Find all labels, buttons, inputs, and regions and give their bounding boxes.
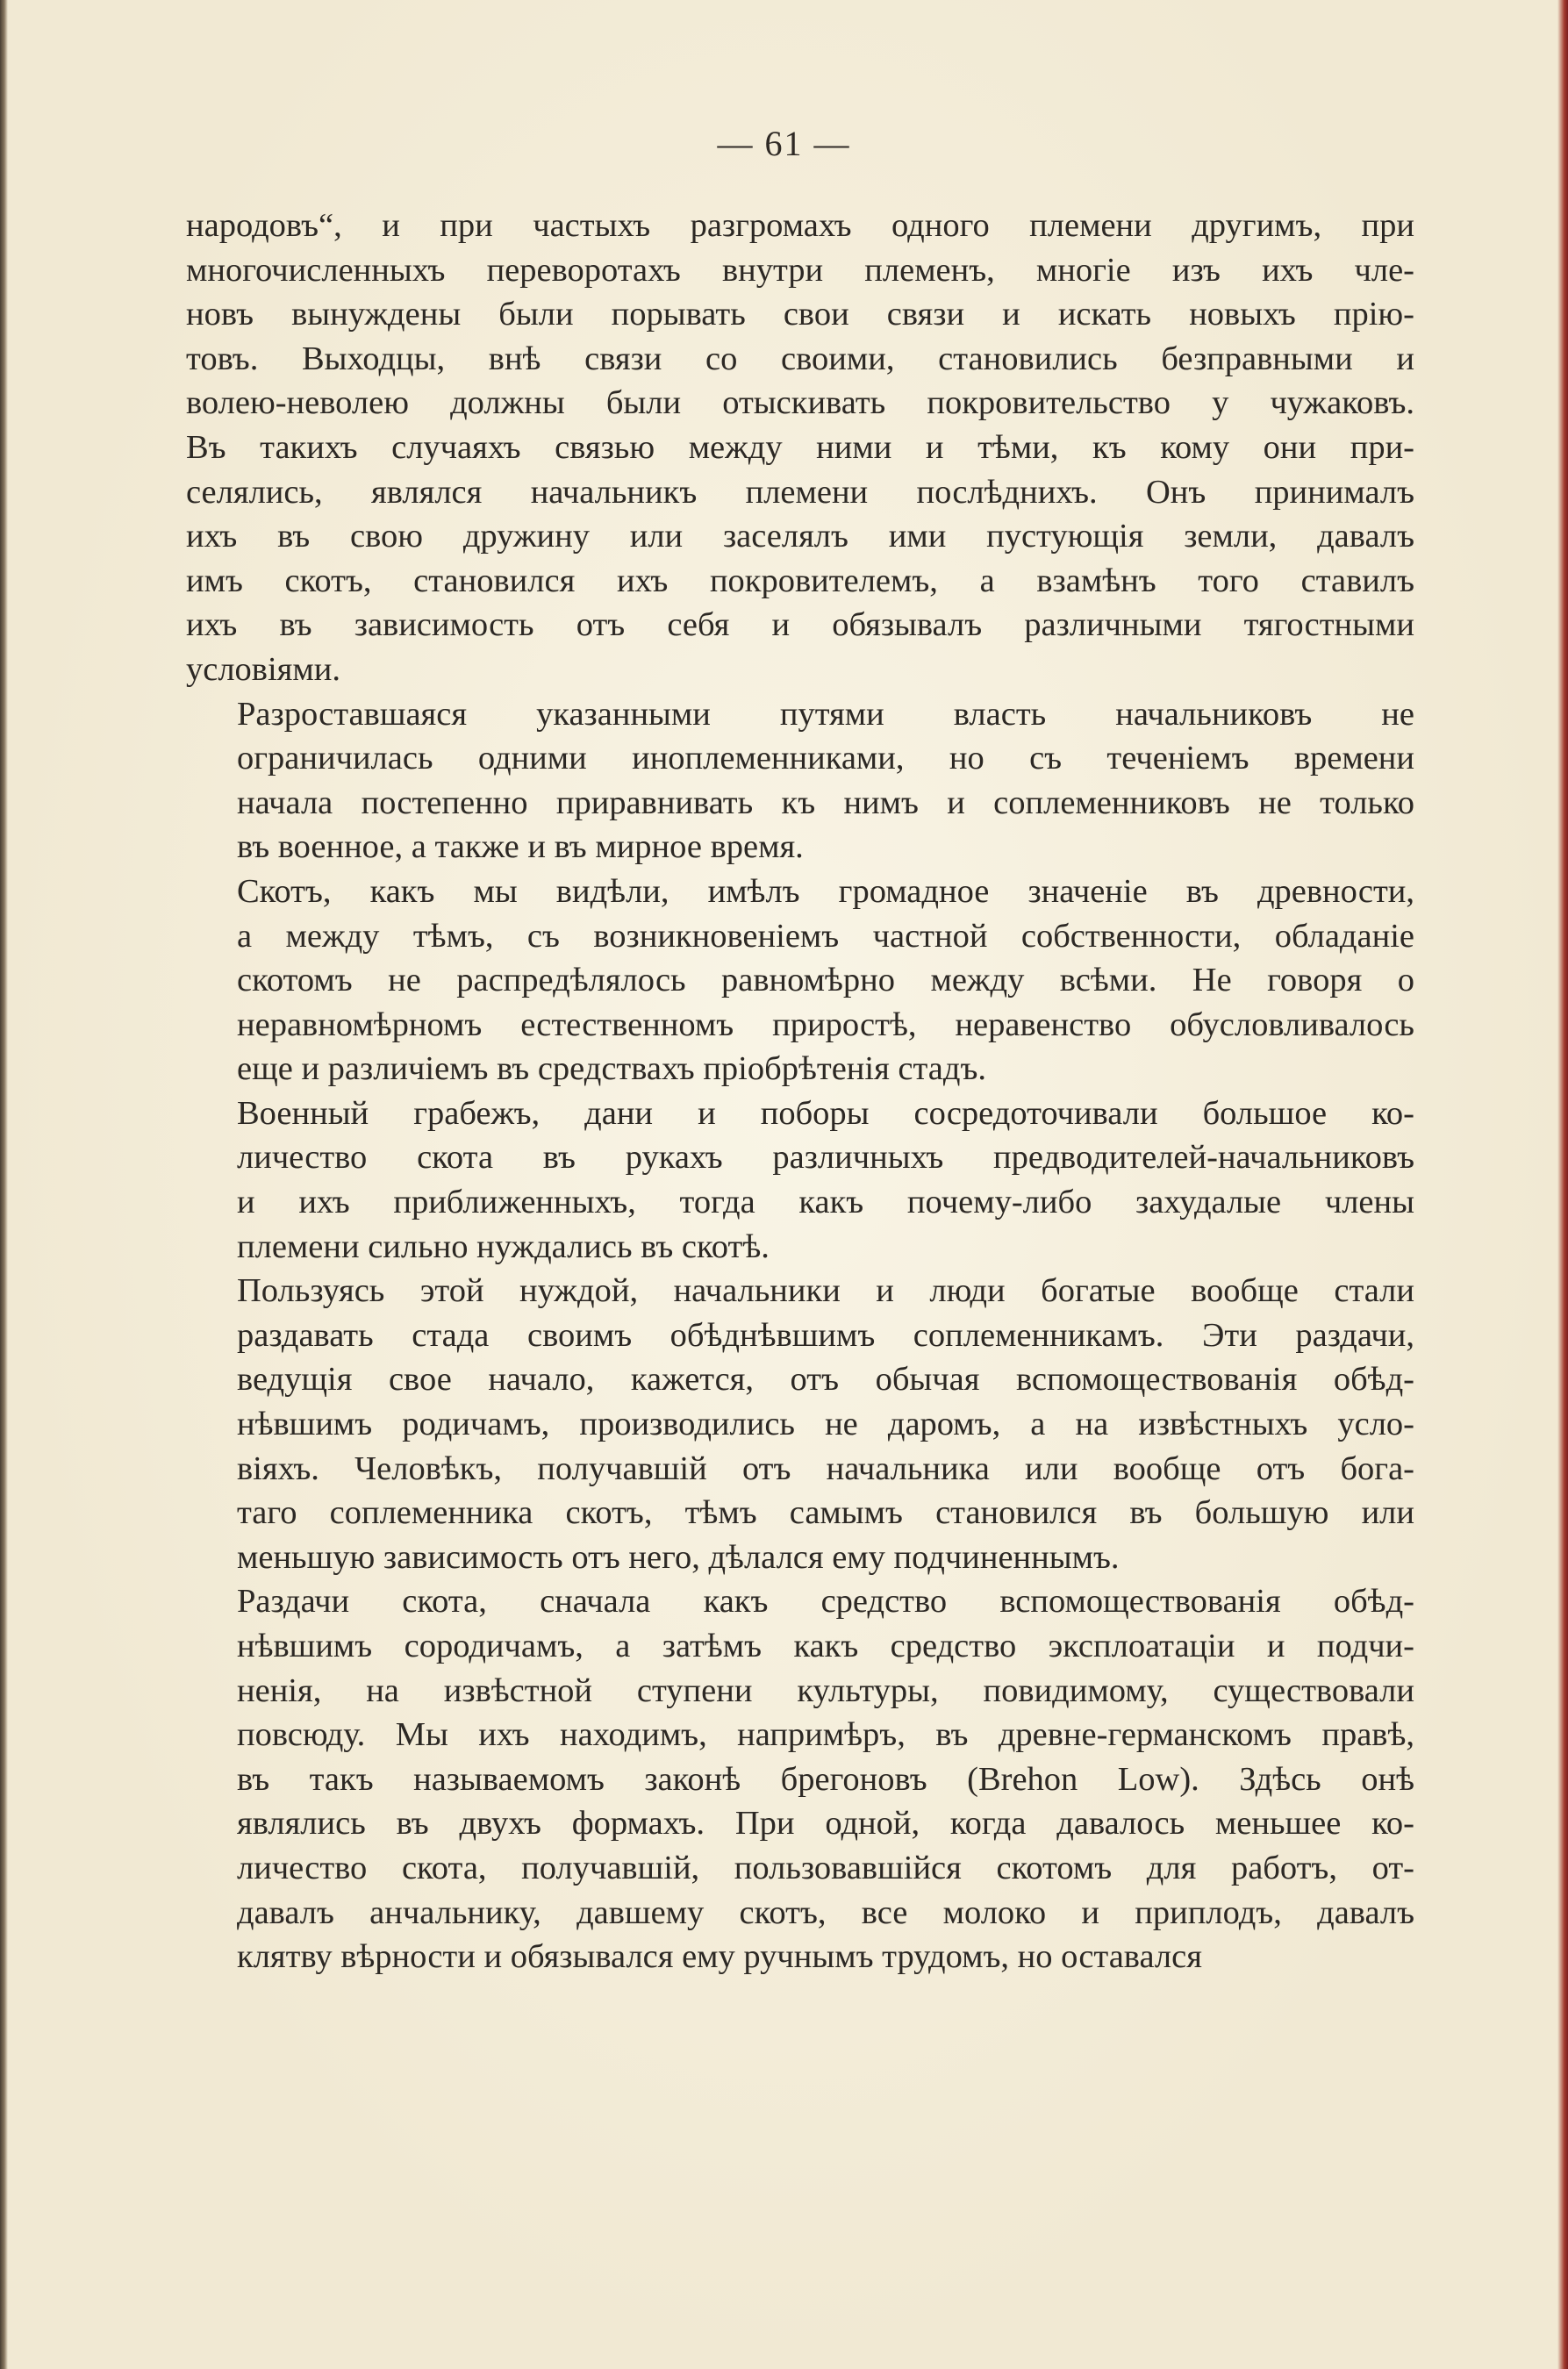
text-line: віяхъ. Человѣкъ, получавшій отъ начальника или вообще отъ бога- — [237, 1449, 1414, 1487]
text-line: ихъ въ зависимость отъ себя и обязывалъ различными тягостными — [186, 606, 1414, 644]
text-line: личество скота, получавшій, пользовавшійся скотомъ для работъ, от- — [237, 1849, 1414, 1886]
text-line: нѣвшимъ сородичамъ, а затѣмъ какъ средство эксплоатаціи и подчи- — [237, 1628, 1414, 1664]
text-line: имъ скотъ, становился ихъ покровителемъ, а взамѣнъ того ставилъ — [186, 562, 1414, 599]
text-line: клятву вѣрности и обязывался ему ручнымъ трудомъ, но оставался — [237, 1938, 1202, 1976]
text-line: давалъ анчальнику, давшему скотъ, все молоко и приплодъ, давалъ — [237, 1893, 1414, 1931]
text-line: Военный грабежъ, дани и поборы сосредоточивали большое ко- — [237, 1094, 1414, 1132]
text-line: а между тѣмъ, съ возникновеніемъ частной собственности, обладаніе — [237, 917, 1414, 955]
text-line: волею-неволею должны были отыскивать покровительство у чужаковъ. — [186, 384, 1414, 422]
page-right-edge — [1557, 0, 1568, 2369]
text-line: товъ. Выходцы, внѣ связи со своими, становились безправными и — [186, 340, 1414, 377]
paragraph — [186, 1269, 1414, 1579]
text-line: селялись, являлся начальникъ племени послѣднихъ. Онъ принималъ — [186, 473, 1414, 511]
paragraph — [186, 204, 1414, 692]
page-left-edge — [0, 0, 8, 2369]
text-line: племени сильно нуждались въ скотѣ. — [237, 1227, 770, 1265]
page-number: — 61 — — [717, 124, 851, 163]
text-line: и ихъ приближенныхъ, тогда какъ почему-либо захудалые члены — [237, 1184, 1414, 1221]
text-line: Въ такихъ случаяхъ связью между ними и тѣми, къ кому они при- — [186, 428, 1414, 466]
text-line: въ военное, а также и въ мирное время. — [237, 828, 804, 866]
text-line: Скотъ, какъ мы видѣли, имѣлъ громадное значеніе въ древности, — [237, 872, 1414, 910]
text-line: многочисленныхъ переворотахъ внутри племенъ, многіе изъ ихъ чле- — [186, 251, 1414, 289]
text-line: ведущія свое начало, кажется, отъ обычая вспомоществованія обѣд- — [237, 1361, 1414, 1399]
text-line: неравномѣрномъ естественномъ приростѣ, неравенство обусловливалось — [237, 1006, 1414, 1043]
text-line: повсюду. Мы ихъ находимъ, напримѣръ, въ древне-германскомъ правѣ, — [237, 1716, 1414, 1754]
text-line: меньшую зависимость отъ него, дѣлался ему подчиненнымъ. — [237, 1538, 1120, 1576]
text-line: народовъ“, и при частыхъ разгромахъ одного племени другимъ, при — [186, 207, 1414, 244]
text-line: въ такъ называемомъ законѣ брегоновъ (Brehon Low). Здѣсь онѣ — [237, 1760, 1414, 1798]
text-line: скотомъ не распредѣлялось равномѣрно между всѣми. Не говоря о — [237, 962, 1414, 999]
text-line: новъ вынуждены были порывать свои связи и искать новыхъ прію- — [186, 296, 1414, 333]
text-line: раздавать стада своимъ обѣднѣвшимъ соплеменникамъ. Эти раздачи, — [237, 1316, 1414, 1354]
paragraph — [186, 870, 1414, 1091]
text-line: являлись въ двухъ формахъ. При одной, когда давалось меньшее ко- — [237, 1805, 1414, 1843]
paragraph — [186, 1579, 1414, 1979]
body-text — [186, 204, 1414, 1979]
text-line: начала постепенно приравнивать къ нимъ и соплеменниковъ не только — [237, 784, 1414, 821]
text-line: ненія, на извѣстной ступени культуры, повидимому, существовали — [237, 1671, 1414, 1709]
text-line: личество скота въ рукахъ различныхъ предводителей-начальниковъ — [237, 1139, 1414, 1177]
text-line: нѣвшимъ родичамъ, производились не даромъ, а на извѣстныхъ усло- — [237, 1406, 1414, 1443]
paragraph — [186, 692, 1414, 870]
text-line: Раздачи скота, сначала какъ средство вспомоществованія обѣд- — [237, 1583, 1414, 1621]
paragraph — [186, 1091, 1414, 1269]
text-line: ограничилась одними иноплеменниками, но съ теченіемъ времени — [237, 740, 1414, 777]
text-line: таго соплеменника скотъ, тѣмъ самымъ становился въ большую или — [237, 1494, 1414, 1532]
text-line: условіями. — [186, 650, 340, 688]
text-line: Пользуясь этой нуждой, начальники и люди богатые вообще стали — [237, 1272, 1414, 1310]
text-line: еще и различіемъ въ средствахъ пріобрѣтенія стадъ. — [237, 1050, 987, 1088]
text-line: ихъ въ свою дружину или заселялъ ими пустующія земли, давалъ — [186, 518, 1414, 555]
text-line: Разроставшаяся указанными путями власть начальниковъ не — [237, 695, 1414, 733]
